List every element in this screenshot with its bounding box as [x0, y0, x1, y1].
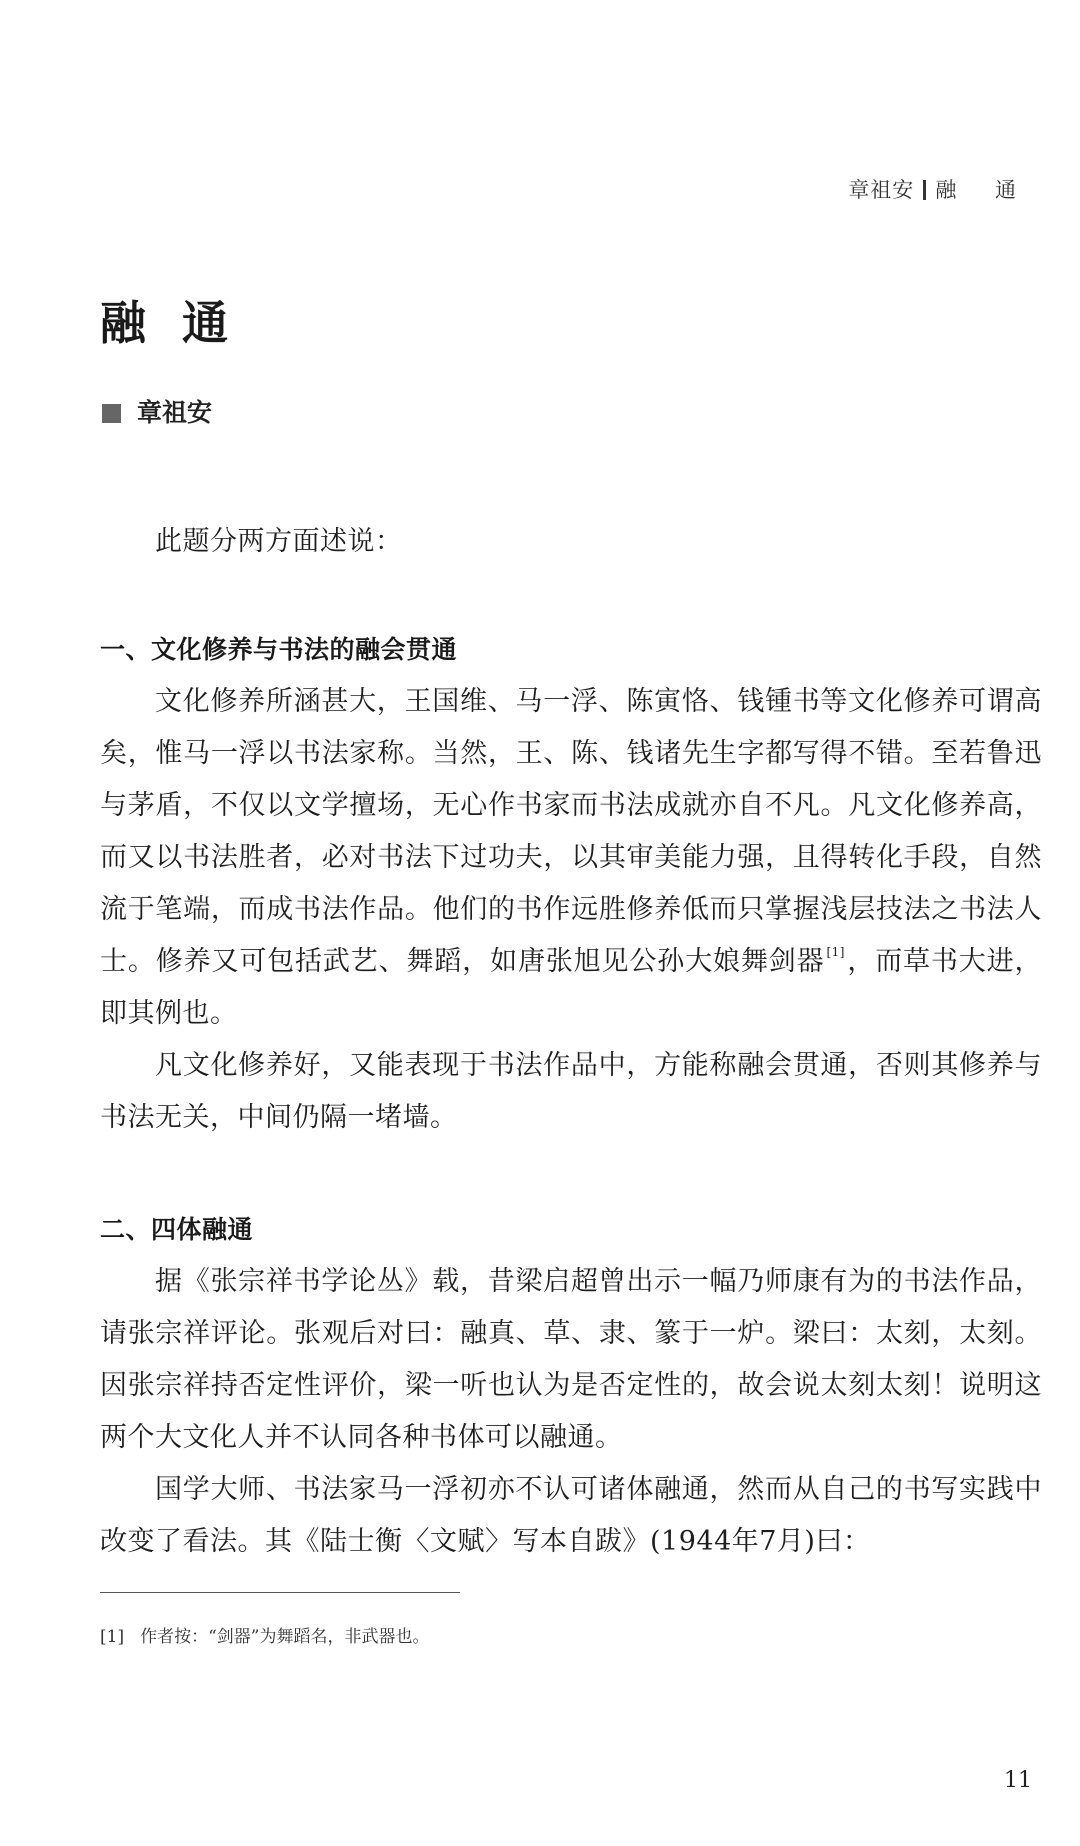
- running-header: [848, 174, 1032, 204]
- section-2-paragraph-1: 据《张宗祥书学论丛》载，昔梁启超曾出示一幅乃师康有为的书法作品，请张宗祥评论。张观后对曰：融真、草、隶、篆于一炉。梁曰：太刻，太刻。因张宗祥持否定性评价，梁一听也认为是否定性的，故会说太刻太刻！说明这两个大文化人并不认同各种书体可以融通。: [100, 1266, 1042, 1453]
- page-number: 11: [1004, 1768, 1032, 1793]
- article-title: 融通: [100, 296, 264, 350]
- footnote: [100, 1622, 429, 1647]
- section-1-heading: 一、文化修养与书法的融会贯通: [100, 635, 458, 664]
- running-header-section: 融 通: [935, 178, 1032, 202]
- section-1-paragraph-1-text: 文化修养所涵甚大，王国维、马一浮、陈寅恪、钱锺书等文化修养可谓高矣，惟马一浮以书法家称。当然，王、陈、钱诸先生字都写得不错。至若鲁迅与茅盾，不仅以文学擅场，无心作书家而书法成就亦自不凡。凡文化修养高，而又以书法胜者，必对书法下过功夫，以其审美能力强，且得转化手段，自然流于笔端，而成书法作品。他们的书作远胜修养低而只掌握浅层技法之书法人士。修养又可包括武艺、舞蹈，如唐张旭见公孙大娘舞剑器: [100, 686, 1042, 977]
- footnote-number: [1]: [100, 1627, 125, 1647]
- section-2-paragraph-2: 国学大师、书法家马一浮初亦不认可诸体融通，然而从自己的书写实践中改变了看法。其《陆士衡〈文赋〉写本自跋》(1944年7月)曰：: [100, 1474, 1042, 1557]
- article-body: [100, 516, 1042, 1568]
- footnote-reference[interactable]: [1]: [826, 945, 845, 959]
- header-divider: [923, 180, 926, 200]
- intro-paragraph: 此题分两方面述说：: [155, 526, 403, 557]
- footnote-text: 作者按：“剑器”为舞蹈名，非武器也。: [140, 1627, 430, 1647]
- section-1-paragraph-1: [100, 676, 1042, 1040]
- section-1-paragraph-2: 凡文化修养好，又能表现于书法作品中，方能称融会贯通，否则其修养与书法无关，中间仍隔一堵墙。: [100, 1050, 1042, 1133]
- author-name: 章祖安: [137, 398, 213, 427]
- article-author: [102, 400, 212, 425]
- footnote-divider: [100, 1592, 460, 1593]
- section-2-heading: 二、四体融通: [100, 1215, 254, 1244]
- author-square-icon: [102, 404, 121, 423]
- running-header-author: 章祖安: [848, 178, 915, 202]
- section-1-paragraph-1-tail: ，而草书大进，即其例也。: [100, 946, 1043, 1029]
